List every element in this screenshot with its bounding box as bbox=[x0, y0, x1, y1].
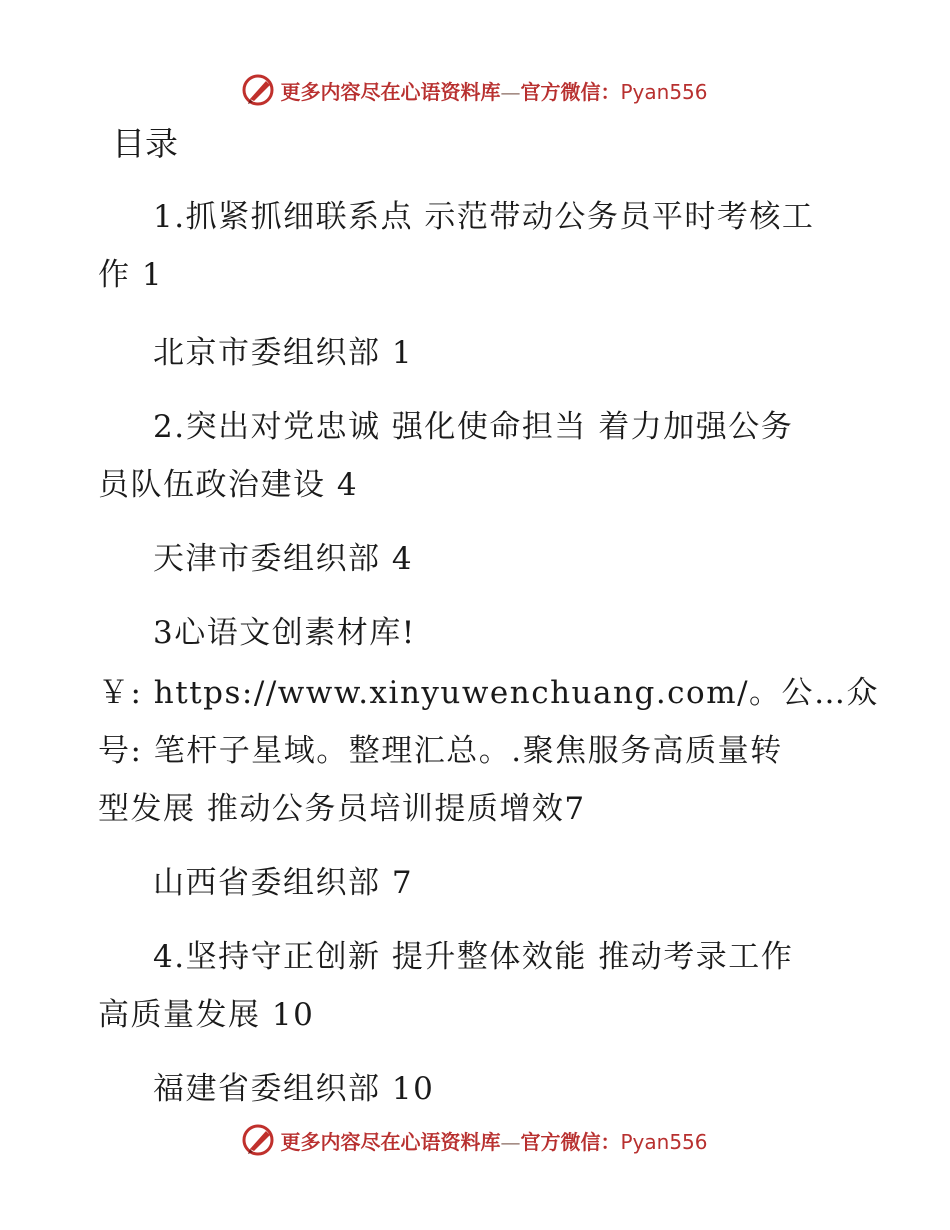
toc-entry-3 bbox=[98, 664, 880, 838]
toc-entry-line: 作 1 bbox=[98, 257, 164, 293]
toc-entry-line: 员队伍政治建设 4 bbox=[98, 467, 359, 503]
pen-logo-icon bbox=[242, 73, 276, 107]
toc-entry-2 bbox=[98, 398, 858, 514]
toc-entry-org bbox=[98, 324, 858, 382]
toc-entry-line: 北京市委组织部 1 bbox=[153, 335, 414, 371]
toc-entry-line: 型发展 推动公务员培训提质增效7 bbox=[98, 791, 586, 827]
toc-entry-line: 3心语文创素材库! bbox=[153, 615, 416, 651]
watermark-banner-top bbox=[0, 70, 950, 110]
toc-entry-org bbox=[98, 530, 858, 588]
toc-entry-line: 1.抓紧抓细联系点 示范带动公务员平时考核工 bbox=[153, 199, 815, 235]
toc-entry-3-prefix bbox=[98, 604, 858, 662]
toc-entry-1 bbox=[98, 188, 858, 304]
toc-entry-line: 4.坚持守正创新 提升整体效能 推动考录工作 bbox=[153, 939, 794, 975]
toc-entry-line: 天津市委组织部 4 bbox=[153, 541, 414, 577]
toc-entry-line: 2.突出对党忠诚 强化使命担当 着力加强公务 bbox=[153, 409, 794, 445]
watermark-wechat-label: 官方微信： bbox=[520, 79, 621, 104]
pen-logo-icon bbox=[242, 1123, 276, 1157]
watermark-wechat-label: 官方微信： bbox=[520, 1129, 621, 1154]
toc-entry-line: 山西省委组织部 7 bbox=[153, 865, 414, 901]
watermark-dash: — bbox=[500, 79, 521, 104]
watermark-wechat-id: Pyan556 bbox=[620, 1129, 708, 1154]
watermark-dash: — bbox=[500, 1129, 521, 1154]
toc-entry-line: 福建省委组织部 10 bbox=[153, 1071, 435, 1107]
toc-entry-4 bbox=[98, 928, 858, 1044]
toc-entry-org bbox=[98, 1060, 858, 1118]
toc-entry-line: 高质量发展 10 bbox=[98, 997, 315, 1033]
watermark-text: 更多内容尽在心语资料库 bbox=[280, 79, 501, 104]
toc-entry-org bbox=[98, 854, 858, 912]
watermark-banner-bottom bbox=[0, 1120, 950, 1160]
toc-entry-line: 号: 笔杆子星域。整理汇总。.聚焦服务高质量转 bbox=[98, 733, 783, 769]
toc-entry-line: ￥: https://www.xinyuwenchuang.com/。公…众 bbox=[98, 675, 880, 711]
watermark-text: 更多内容尽在心语资料库 bbox=[280, 1129, 501, 1154]
watermark-wechat-id: Pyan556 bbox=[620, 79, 708, 104]
toc-title: 目录 bbox=[112, 124, 178, 163]
